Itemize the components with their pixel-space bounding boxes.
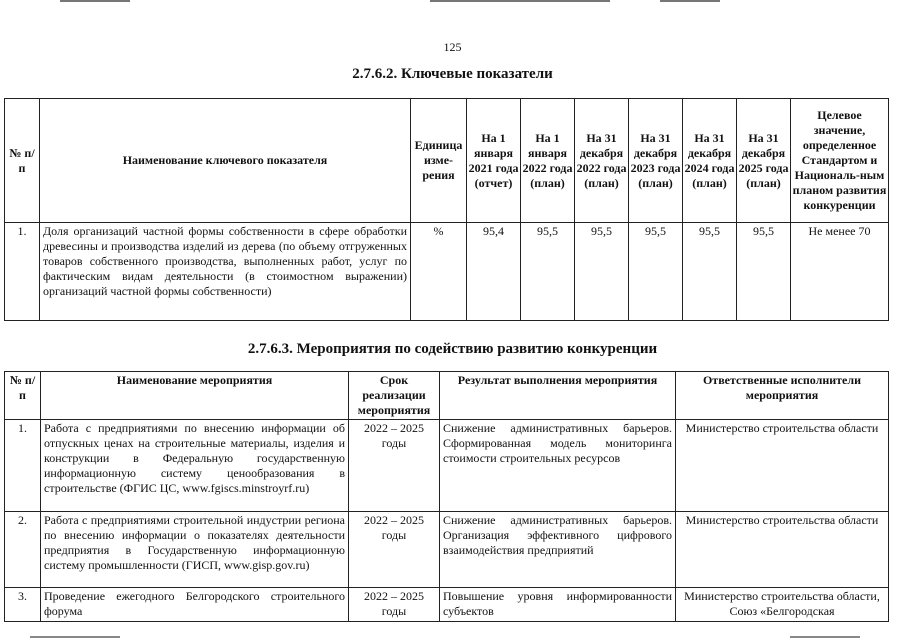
- cell-2023: 95,5: [629, 223, 683, 321]
- page-bottom-edge-right: [790, 636, 860, 638]
- col-header-2024: На 31 декабря 2024 года (план): [683, 99, 737, 223]
- cell-2024: 95,5: [683, 223, 737, 321]
- page-top-edge: [60, 0, 880, 3]
- col-header-2022-jan: На 1 января 2022 года (план): [521, 99, 575, 223]
- cell-responsible: Министерство строительства области: [676, 420, 889, 512]
- cell-unit: %: [411, 223, 467, 321]
- section-title-measures: 2.7.6.3. Мероприятия по содействию развитию конкуренции: [247, 341, 658, 357]
- cell-result: Повышение уровня информированности субъектов: [440, 588, 676, 622]
- col-header-term: Срок реализации мероприятия: [349, 372, 440, 420]
- key-indicators-table: [4, 98, 889, 321]
- col-header-unit: Единица изме-рения: [411, 99, 467, 223]
- col-header-target: Целевое значение, определенное Стандартом и Националь-ным планом развития конкуренции: [791, 99, 889, 223]
- table-row: [5, 420, 889, 512]
- table-header-row: [5, 99, 889, 223]
- col-header-num: № п/п: [5, 99, 40, 223]
- col-header-2025: На 31 декабря 2025 года (план): [737, 99, 791, 223]
- cell-2022-jan: 95,5: [521, 223, 575, 321]
- cell-responsible: Министерство строительства области, Союз «Белгородская: [676, 588, 889, 622]
- measures-table: [4, 371, 889, 622]
- section-title-key-indicators: 2.7.6.2. Ключевые показатели: [352, 66, 553, 82]
- cell-measure-name: Работа с предприятиями строительной индустрии региона по внесению информации о показателях деятельности предприятия в Государственную информационную систему промышленности (ГИСП, www.gisp.gov.ru): [41, 512, 349, 588]
- table-row: [5, 588, 889, 622]
- col-header-2023: На 31 декабря 2023 года (план): [629, 99, 683, 223]
- cell-responsible: Министерство строительства области: [676, 512, 889, 588]
- cell-measure-name: Проведение ежегодного Белгородского строительного форума: [41, 588, 349, 622]
- col-header-responsible: Ответственные исполнители мероприятия: [676, 372, 889, 420]
- cell-num: 1.: [5, 420, 41, 512]
- cell-result: Снижение административных барьеров. Организация эффективного цифрового взаимодействия предприятий: [440, 512, 676, 588]
- col-header-measure-name: Наименование мероприятия: [41, 372, 349, 420]
- col-header-name: Наименование ключевого показателя: [40, 99, 411, 223]
- cell-num: 3.: [5, 588, 41, 622]
- col-header-2021: На 1 января 2021 года (отчет): [467, 99, 521, 223]
- table-header-row: [5, 372, 889, 420]
- cell-2025: 95,5: [737, 223, 791, 321]
- col-header-num: № п/п: [5, 372, 41, 420]
- cell-measure-name: Работа с предприятиями по внесению информации об отпускных ценах на строительные материалы, изделия и конструкции в Федеральную государственную информационную систему ценообразования в строительстве (ФГИС ЦС, www.fgiscs.minstroyrf.ru): [41, 420, 349, 512]
- table-row: [5, 223, 889, 321]
- cell-indicator-name: Доля организаций частной формы собственности в сфере обработки древесины и производства изделий из дерева (по объему отгруженных товаров собственного производства, выполненных работ, услуг по фактическим видам деятельности (в стоимостном выражении) организаций частной формы собственности): [40, 223, 411, 321]
- table-row: [5, 512, 889, 588]
- cell-term: 2022 – 2025 годы: [349, 512, 440, 588]
- cell-term: 2022 – 2025 годы: [349, 420, 440, 512]
- cell-2021: 95,4: [467, 223, 521, 321]
- cell-num: 2.: [5, 512, 41, 588]
- col-header-result: Результат выполнения мероприятия: [440, 372, 676, 420]
- col-header-2022-dec: На 31 декабря 2022 года (план): [575, 99, 629, 223]
- cell-term: 2022 – 2025 годы: [349, 588, 440, 622]
- cell-result: Снижение административных барьеров. Сформированная модель мониторинга стоимости строительных ресурсов: [440, 420, 676, 512]
- page-bottom-edge-left: [30, 636, 120, 638]
- cell-2022-dec: 95,5: [575, 223, 629, 321]
- cell-target: Не менее 70: [791, 223, 889, 321]
- page-number: 125: [443, 40, 462, 54]
- cell-num: 1.: [5, 223, 40, 321]
